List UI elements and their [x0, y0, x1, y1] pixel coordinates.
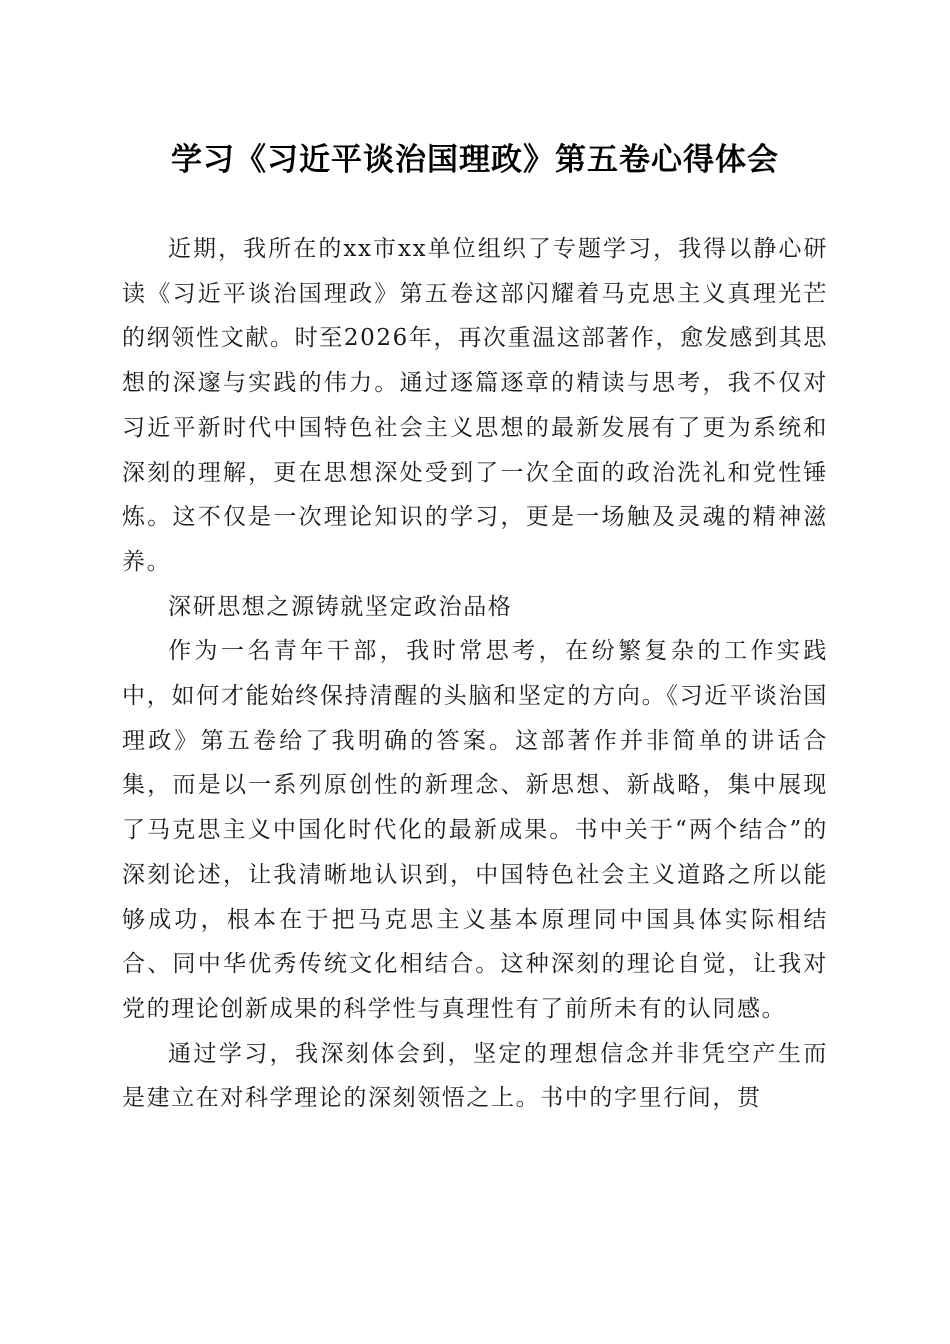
document-title: 学习《习近平谈治国理政》第五卷心得体会	[171, 142, 779, 178]
paragraph-intro: 近期，我所在的xx市xx单位组织了专题学习，我得以静心研读《习近平谈治国理政》第五卷这部闪耀着马克思主义真理光芒的纲领性文献。时至2026年，再次重温这部著作，愈发感到其思想的深邃与实践的伟力。通过逐篇逐章的精读与思考，我不仅对习近平新时代中国特色社会主义思想的最新发展有了更为系统和深刻的理解，更在思想深处受到了一次全面的政治洗礼和党性锤炼。这不仅是一次理论知识的学习，更是一场触及灵魂的精神滋养。	[122, 236, 828, 575]
paragraph-section-2: 通过学习，我深刻体会到，坚定的理想信念并非凭空产生而是建立在对科学理论的深刻领悟之上。书中的字里行间，贯	[122, 1040, 828, 1112]
paragraph-section-1: 作为一名青年干部，我时常思考，在纷繁复杂的工作实践中，如何才能始终保持清醒的头脑和坚定的方向。《习近平谈治国理政》第五卷给了我明确的答案。这部著作并非简单的讲话合集，而是以一系列原创性的新理念、新思想、新战略，集中展现了马克思主义中国化时代化的最新成果。书中关于“两个结合”的深刻论述，让我清晰地认识到，中国特色社会主义道路之所以能够成功，根本在于把马克思主义基本原理同中国具体实际相结合、同中华优秀传统文化相结合。这种深刻的理论自觉，让我对党的理论创新成果的科学性与真理性有了前所未有的认同感。	[122, 638, 828, 1022]
document-body	[122, 227, 828, 1121]
section-heading: 深研思想之源铸就坚定政治品格	[168, 593, 513, 620]
